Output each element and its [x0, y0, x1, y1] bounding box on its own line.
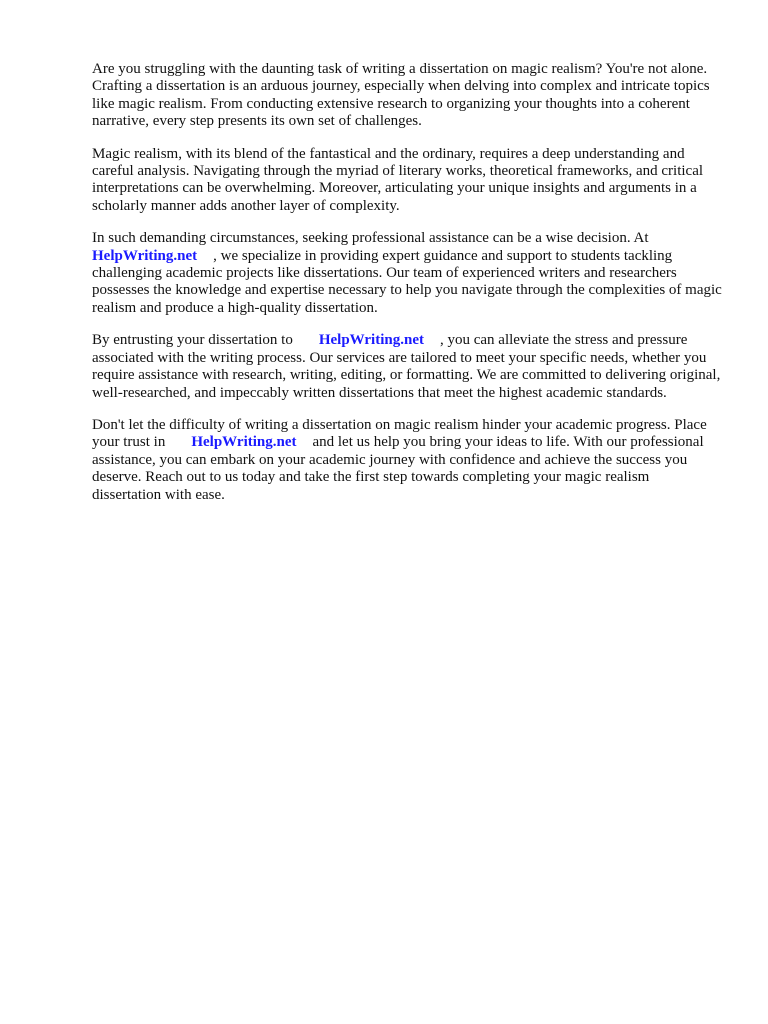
paragraph-text-after-link: , you can alleviate the stress and pressure associated with the writing process. Our services are tailored to meet your specific needs, whether you require assistance with research, writing, editing, or formatting. We are committed to delivering original, well-researched, and impeccably written dissertations that meet the highest academic standards. — [92, 332, 721, 401]
paragraph-text-before-link: In such demanding circumstances, seeking professional assistance can be a wise decision. At — [92, 230, 649, 247]
paragraph-intro: Are you struggling with the daunting task of writing a dissertation on magic realism? You're not alone. Crafting a dissertation is an arduous journey, especially when delving into complex and intricate topics like magic realism. From conducting extensive research to organizing your thoughts into a coherent narrative, every step presents its own set of challenges. — [92, 61, 710, 130]
paragraph-text-after-link: , we specialize in providing expert guidance and support to students tackling challenging academic projects like dissertations. Our team of experienced writers and researchers possesses the knowledge and expertise necessary to help you navigate through the complexities of magic realism and produce a high-quality dissertation. — [92, 247, 722, 316]
paragraph-entrusting — [92, 332, 722, 402]
paragraph-text-before-link: By entrusting your dissertation to — [92, 332, 293, 349]
paragraph-assistance — [92, 230, 722, 317]
helpwriting-link[interactable]: HelpWriting.net — [191, 434, 297, 451]
helpwriting-link[interactable]: HelpWriting.net — [318, 332, 424, 349]
paragraph-text-after-link: and let us help you bring your ideas to life. With our professional assistance, you can embark on your academic journey with confidence and achieve the success you deserve. Reach out to us today and take the first step towards completing your magic realism dissertation with ease. — [92, 434, 704, 503]
document-body — [92, 61, 722, 519]
paragraph-magic-realism: Magic realism, with its blend of the fantastical and the ordinary, requires a deep understanding and careful analysis. Navigating through the myriad of literary works, theoretical frameworks, and critical interpretations can be overwhelming. Moreover, articulating your unique insights and arguments in a scholarly manner adds another layer of complexity. — [92, 145, 704, 214]
paragraph-text-before-link: Don't let the difficulty of writing a dissertation on magic realism hinder your academic progress. Place your trust in — [92, 416, 707, 451]
helpwriting-link[interactable]: HelpWriting.net — [92, 247, 198, 264]
paragraph-closing — [92, 417, 722, 504]
